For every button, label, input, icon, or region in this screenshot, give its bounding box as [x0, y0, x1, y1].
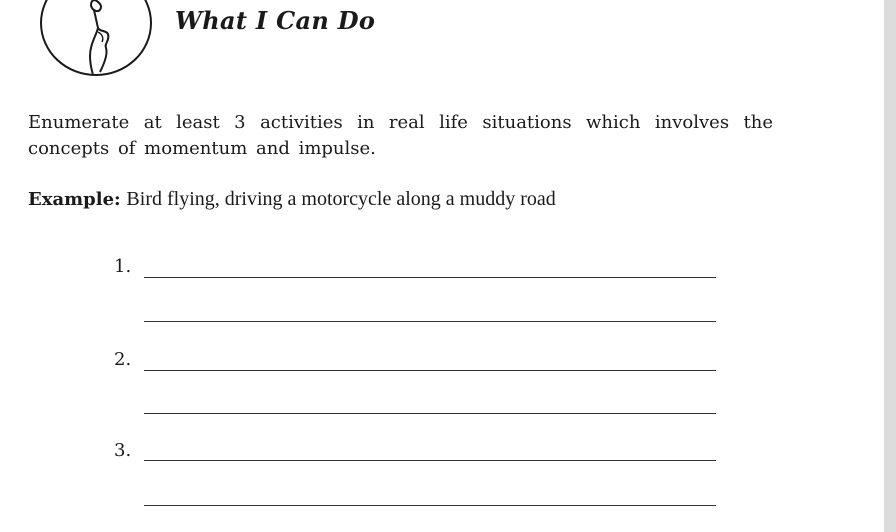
- answer-line-1a[interactable]: [144, 277, 716, 278]
- answer-number-1: 1.: [114, 256, 132, 277]
- answer-line-2b[interactable]: [144, 413, 716, 414]
- example-text: Bird flying, driving a motorcycle along a muddy road: [126, 188, 556, 210]
- page-title: What I Can Do: [175, 6, 376, 35]
- crossed-fingers-hand-icon: [40, 0, 152, 76]
- answer-number-3: 3.: [114, 440, 132, 461]
- example-label: Example:: [28, 189, 121, 210]
- answer-number-2: 2.: [114, 349, 132, 370]
- page-edge: [884, 0, 896, 532]
- answer-line-3a[interactable]: [144, 460, 716, 461]
- example-line: [28, 186, 556, 213]
- answer-line-2a[interactable]: [144, 370, 716, 371]
- instruction-text: Enumerate at least 3 activities in real life situations which involves the concepts of momentum and impulse.: [28, 112, 773, 159]
- answer-line-3b[interactable]: [144, 505, 716, 506]
- answer-line-1b[interactable]: [144, 321, 716, 322]
